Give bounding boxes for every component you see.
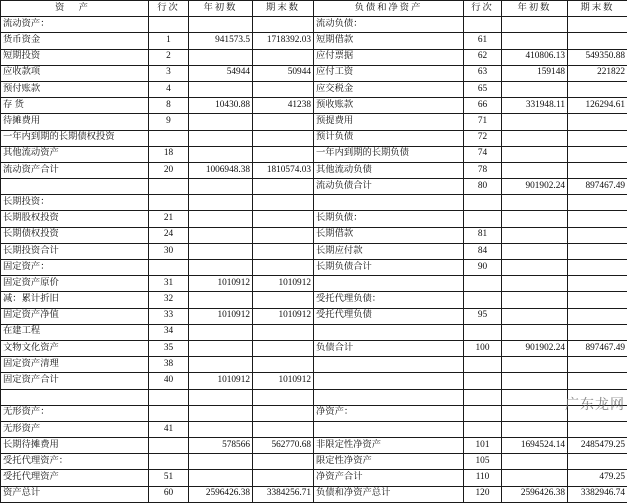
row-liability-label: 净资产： — [314, 405, 464, 421]
row-liability-begin — [502, 276, 568, 292]
row-asset-label: 其他流动资产 — [1, 146, 149, 162]
row-asset-end: 1010912 — [253, 276, 314, 292]
row-asset-line: 2 — [149, 49, 189, 65]
table-row — [1, 260, 627, 276]
row-liability-begin: 901902.24 — [502, 340, 568, 356]
row-liability-line: 120 — [464, 486, 502, 502]
header-liabilities: 负债和净资产 — [314, 1, 464, 17]
row-asset-label: 在建工程 — [1, 324, 149, 340]
row-liability-line: 84 — [464, 243, 502, 259]
row-liability-line: 74 — [464, 146, 502, 162]
row-liability-label — [314, 373, 464, 389]
row-liability-line — [464, 357, 502, 373]
row-liability-end: 3382946.74 — [568, 486, 627, 502]
row-asset-end — [253, 130, 314, 146]
table-row — [1, 98, 627, 114]
row-asset-begin — [189, 49, 253, 65]
row-liability-end — [568, 195, 627, 211]
row-asset-end — [253, 292, 314, 308]
row-liability-begin — [502, 130, 568, 146]
row-asset-end: 1718392.03 — [253, 33, 314, 49]
row-asset-end — [253, 179, 314, 195]
row-asset-begin — [189, 324, 253, 340]
row-liability-end — [568, 162, 627, 178]
row-asset-begin — [189, 227, 253, 243]
row-asset-begin — [189, 260, 253, 276]
table-row — [1, 17, 627, 33]
row-liability-begin — [502, 211, 568, 227]
row-liability-begin — [502, 308, 568, 324]
row-asset-begin — [189, 243, 253, 259]
row-liability-begin — [502, 454, 568, 470]
row-asset-label: 减：累计折旧 — [1, 292, 149, 308]
row-asset-line: 40 — [149, 373, 189, 389]
row-asset-end — [253, 49, 314, 65]
row-asset-begin — [189, 470, 253, 486]
row-asset-begin — [189, 357, 253, 373]
row-liability-begin: 331948.11 — [502, 98, 568, 114]
row-liability-begin: 1694524.14 — [502, 438, 568, 454]
row-liability-end: 479.25 — [568, 470, 627, 486]
header-line-no: 行次 — [149, 1, 189, 17]
watermark: 广东龙网 — [565, 394, 625, 414]
row-liability-line — [464, 389, 502, 405]
row-liability-label — [314, 195, 464, 211]
row-liability-begin — [502, 470, 568, 486]
row-liability-line — [464, 276, 502, 292]
row-liability-label — [314, 421, 464, 437]
row-asset-begin — [189, 195, 253, 211]
row-asset-end: 50944 — [253, 65, 314, 81]
row-asset-begin — [189, 146, 253, 162]
table-row — [1, 146, 627, 162]
row-asset-end — [253, 324, 314, 340]
row-liability-begin: 410806.13 — [502, 49, 568, 65]
row-liability-label — [314, 357, 464, 373]
row-liability-begin — [502, 162, 568, 178]
row-liability-label: 其他流动负债 — [314, 162, 464, 178]
row-asset-begin — [189, 179, 253, 195]
row-liability-begin — [502, 421, 568, 437]
row-liability-label: 受托代理负债 — [314, 308, 464, 324]
row-liability-line: 100 — [464, 340, 502, 356]
row-asset-begin — [189, 340, 253, 356]
row-liability-label: 长期应付款 — [314, 243, 464, 259]
row-liability-end — [568, 421, 627, 437]
row-asset-label: 长期投资合计 — [1, 243, 149, 259]
row-asset-line — [149, 260, 189, 276]
row-liability-begin — [502, 114, 568, 130]
row-liability-end — [568, 454, 627, 470]
row-asset-end — [253, 17, 314, 33]
row-asset-label: 长期投资： — [1, 195, 149, 211]
row-liability-label: 长期负债合计 — [314, 260, 464, 276]
row-asset-label: 存 货 — [1, 98, 149, 114]
row-liability-end — [568, 308, 627, 324]
row-liability-begin — [502, 146, 568, 162]
row-asset-label: 应收款项 — [1, 65, 149, 81]
row-asset-end — [253, 114, 314, 130]
row-asset-label: 无形资产： — [1, 405, 149, 421]
row-liability-end — [568, 81, 627, 97]
row-liability-begin — [502, 17, 568, 33]
row-asset-label: 流动资产： — [1, 17, 149, 33]
row-asset-line: 32 — [149, 292, 189, 308]
row-liability-begin: 901902.24 — [502, 179, 568, 195]
row-asset-line: 9 — [149, 114, 189, 130]
row-asset-begin — [189, 421, 253, 437]
row-liability-label — [314, 389, 464, 405]
table-row — [1, 308, 627, 324]
table-header-row — [1, 1, 627, 17]
row-liability-end — [568, 324, 627, 340]
row-liability-end: 2485479.25 — [568, 438, 627, 454]
row-asset-label: 流动资产合计 — [1, 162, 149, 178]
row-asset-begin: 1010912 — [189, 276, 253, 292]
table-row — [1, 33, 627, 49]
row-asset-begin — [189, 81, 253, 97]
row-asset-end: 41238 — [253, 98, 314, 114]
table-row — [1, 357, 627, 373]
table-row — [1, 470, 627, 486]
row-asset-line — [149, 438, 189, 454]
row-liability-label: 长期借款 — [314, 227, 464, 243]
row-asset-label: 文物文化资产 — [1, 340, 149, 356]
row-liability-label: 长期负债： — [314, 211, 464, 227]
row-liability-end — [568, 243, 627, 259]
row-asset-end — [253, 454, 314, 470]
row-liability-end — [568, 357, 627, 373]
row-asset-line: 1 — [149, 33, 189, 49]
row-asset-end — [253, 389, 314, 405]
table-row — [1, 81, 627, 97]
row-liability-line — [464, 421, 502, 437]
row-asset-line: 33 — [149, 308, 189, 324]
row-asset-end — [253, 357, 314, 373]
row-asset-begin — [189, 454, 253, 470]
row-asset-end: 562770.68 — [253, 438, 314, 454]
row-asset-line: 34 — [149, 324, 189, 340]
row-asset-line: 20 — [149, 162, 189, 178]
row-asset-line: 35 — [149, 340, 189, 356]
row-liability-end — [568, 227, 627, 243]
row-liability-line: 65 — [464, 81, 502, 97]
table-row — [1, 276, 627, 292]
table-row — [1, 211, 627, 227]
header-end: 期末数 — [253, 1, 314, 17]
row-asset-line: 60 — [149, 486, 189, 502]
row-liability-label: 预计负债 — [314, 130, 464, 146]
row-asset-line: 30 — [149, 243, 189, 259]
row-asset-label: 长期待摊费用 — [1, 438, 149, 454]
row-asset-line: 8 — [149, 98, 189, 114]
row-liability-line — [464, 373, 502, 389]
row-liability-label — [314, 324, 464, 340]
row-liability-begin — [502, 195, 568, 211]
row-liability-line: 80 — [464, 179, 502, 195]
row-liability-line — [464, 292, 502, 308]
row-liability-line — [464, 405, 502, 421]
table-row — [1, 292, 627, 308]
row-asset-begin: 941573.5 — [189, 33, 253, 49]
row-liability-end: 126294.61 — [568, 98, 627, 114]
row-asset-begin — [189, 292, 253, 308]
row-liability-begin — [502, 33, 568, 49]
row-asset-line: 3 — [149, 65, 189, 81]
row-asset-label: 固定资产合计 — [1, 373, 149, 389]
row-asset-label: 固定资产原价 — [1, 276, 149, 292]
row-liability-end — [568, 33, 627, 49]
row-liability-line: 101 — [464, 438, 502, 454]
row-liability-begin — [502, 292, 568, 308]
row-asset-line: 24 — [149, 227, 189, 243]
row-liability-begin — [502, 389, 568, 405]
row-liability-line: 72 — [464, 130, 502, 146]
row-liability-label: 负债和净资产总计 — [314, 486, 464, 502]
row-asset-begin — [189, 389, 253, 405]
row-asset-end — [253, 81, 314, 97]
row-liability-label — [314, 276, 464, 292]
row-asset-line — [149, 405, 189, 421]
row-liability-line: 61 — [464, 33, 502, 49]
row-asset-begin — [189, 17, 253, 33]
row-asset-line: 51 — [149, 470, 189, 486]
row-asset-line — [149, 179, 189, 195]
row-asset-label: 固定资产清理 — [1, 357, 149, 373]
row-asset-label: 固定资产净值 — [1, 308, 149, 324]
row-liability-begin — [502, 373, 568, 389]
row-liability-label: 应付工资 — [314, 65, 464, 81]
row-liability-begin — [502, 81, 568, 97]
row-asset-begin: 54944 — [189, 65, 253, 81]
table-row — [1, 389, 627, 405]
row-liability-end: 897467.49 — [568, 179, 627, 195]
row-liability-end: 221822 — [568, 65, 627, 81]
table-row — [1, 162, 627, 178]
row-liability-label: 流动负债合计 — [314, 179, 464, 195]
row-liability-line — [464, 195, 502, 211]
row-asset-end — [253, 195, 314, 211]
row-liability-label: 预提费用 — [314, 114, 464, 130]
row-liability-label: 短期借款 — [314, 33, 464, 49]
row-asset-line: 18 — [149, 146, 189, 162]
table-row — [1, 405, 627, 421]
row-asset-begin: 1010912 — [189, 308, 253, 324]
row-asset-begin — [189, 211, 253, 227]
row-asset-line — [149, 389, 189, 405]
row-liability-begin: 2596426.38 — [502, 486, 568, 502]
row-liability-label: 净资产合计 — [314, 470, 464, 486]
row-asset-line: 31 — [149, 276, 189, 292]
row-liability-line: 90 — [464, 260, 502, 276]
table-row — [1, 179, 627, 195]
row-asset-label: 资产总计 — [1, 486, 149, 502]
row-asset-end: 1010912 — [253, 373, 314, 389]
row-asset-label: 一年内到期的长期债权投资 — [1, 130, 149, 146]
row-asset-label: 待摊费用 — [1, 114, 149, 130]
row-asset-end: 1010912 — [253, 308, 314, 324]
header-begin-2: 年初数 — [502, 1, 568, 17]
row-asset-end — [253, 243, 314, 259]
header-assets: 资 产 — [1, 1, 149, 17]
row-asset-begin: 1006948.38 — [189, 162, 253, 178]
row-liability-label: 预收账款 — [314, 98, 464, 114]
row-liability-begin — [502, 243, 568, 259]
table-row — [1, 195, 627, 211]
row-asset-end — [253, 340, 314, 356]
table-row — [1, 438, 627, 454]
row-asset-end: 1810574.03 — [253, 162, 314, 178]
table-row — [1, 114, 627, 130]
row-liability-end — [568, 276, 627, 292]
row-liability-begin — [502, 405, 568, 421]
row-liability-end — [568, 373, 627, 389]
row-liability-line — [464, 17, 502, 33]
row-liability-label: 流动负债： — [314, 17, 464, 33]
row-asset-line: 38 — [149, 357, 189, 373]
table-row — [1, 340, 627, 356]
row-asset-begin — [189, 130, 253, 146]
row-asset-label: 长期股权投资 — [1, 211, 149, 227]
row-liability-begin — [502, 227, 568, 243]
row-asset-begin — [189, 114, 253, 130]
row-liability-end — [568, 17, 627, 33]
row-liability-line: 95 — [464, 308, 502, 324]
row-liability-end: 897467.49 — [568, 340, 627, 356]
row-liability-end — [568, 211, 627, 227]
table-row — [1, 49, 627, 65]
row-asset-line — [149, 454, 189, 470]
row-liability-end — [568, 260, 627, 276]
row-liability-line: 62 — [464, 49, 502, 65]
row-asset-label — [1, 389, 149, 405]
row-asset-begin: 10430.88 — [189, 98, 253, 114]
table-row — [1, 486, 627, 502]
row-liability-line: 63 — [464, 65, 502, 81]
row-liability-end — [568, 130, 627, 146]
row-asset-label — [1, 179, 149, 195]
row-liability-end — [568, 405, 627, 421]
row-liability-line: 71 — [464, 114, 502, 130]
header-end-2: 期末数 — [568, 1, 627, 17]
row-asset-end — [253, 405, 314, 421]
row-liability-begin: 159148 — [502, 65, 568, 81]
row-asset-begin: 2596426.38 — [189, 486, 253, 502]
table-row — [1, 65, 627, 81]
row-asset-label: 货币资金 — [1, 33, 149, 49]
row-asset-end — [253, 470, 314, 486]
row-liability-line: 105 — [464, 454, 502, 470]
row-liability-label: 负债合计 — [314, 340, 464, 356]
row-liability-end — [568, 114, 627, 130]
table-row — [1, 373, 627, 389]
table-row — [1, 454, 627, 470]
row-asset-label: 预付账款 — [1, 81, 149, 97]
row-asset-label: 长期债权投资 — [1, 227, 149, 243]
row-asset-line — [149, 195, 189, 211]
row-asset-label: 受托代理资产 — [1, 470, 149, 486]
row-asset-end — [253, 421, 314, 437]
row-asset-line: 4 — [149, 81, 189, 97]
row-liability-line — [464, 211, 502, 227]
row-liability-label: 应付票据 — [314, 49, 464, 65]
row-liability-label: 应交税金 — [314, 81, 464, 97]
row-liability-begin — [502, 357, 568, 373]
row-liability-label: 一年内到期的长期负债 — [314, 146, 464, 162]
header-line-no-2: 行次 — [464, 1, 502, 17]
row-asset-begin — [189, 405, 253, 421]
header-begin: 年初数 — [189, 1, 253, 17]
table-row — [1, 227, 627, 243]
row-liability-line: 66 — [464, 98, 502, 114]
row-liability-line: 110 — [464, 470, 502, 486]
row-asset-end — [253, 211, 314, 227]
row-liability-label: 限定性净资产 — [314, 454, 464, 470]
row-asset-line: 21 — [149, 211, 189, 227]
row-liability-line: 81 — [464, 227, 502, 243]
row-liability-end — [568, 389, 627, 405]
row-liability-end: 549350.88 — [568, 49, 627, 65]
row-liability-begin — [502, 260, 568, 276]
row-asset-begin: 1010912 — [189, 373, 253, 389]
row-liability-end — [568, 292, 627, 308]
row-asset-label: 无形资产 — [1, 421, 149, 437]
row-asset-line: 41 — [149, 421, 189, 437]
row-asset-label: 短期投资 — [1, 49, 149, 65]
row-asset-end — [253, 227, 314, 243]
table-row — [1, 130, 627, 146]
row-liability-label: 非限定性净资产 — [314, 438, 464, 454]
row-asset-end — [253, 260, 314, 276]
row-liability-line: 78 — [464, 162, 502, 178]
row-asset-end — [253, 146, 314, 162]
row-asset-begin: 578566 — [189, 438, 253, 454]
row-asset-line — [149, 17, 189, 33]
row-asset-label: 固定资产： — [1, 260, 149, 276]
table-row — [1, 243, 627, 259]
row-liability-line — [464, 324, 502, 340]
table-row — [1, 421, 627, 437]
row-liability-end — [568, 146, 627, 162]
row-liability-label: 受托代理负债： — [314, 292, 464, 308]
table-body — [1, 1, 627, 503]
row-asset-label: 受托代理资产： — [1, 454, 149, 470]
row-asset-end: 3384256.71 — [253, 486, 314, 502]
row-liability-begin — [502, 324, 568, 340]
row-asset-line — [149, 130, 189, 146]
table-row — [1, 324, 627, 340]
